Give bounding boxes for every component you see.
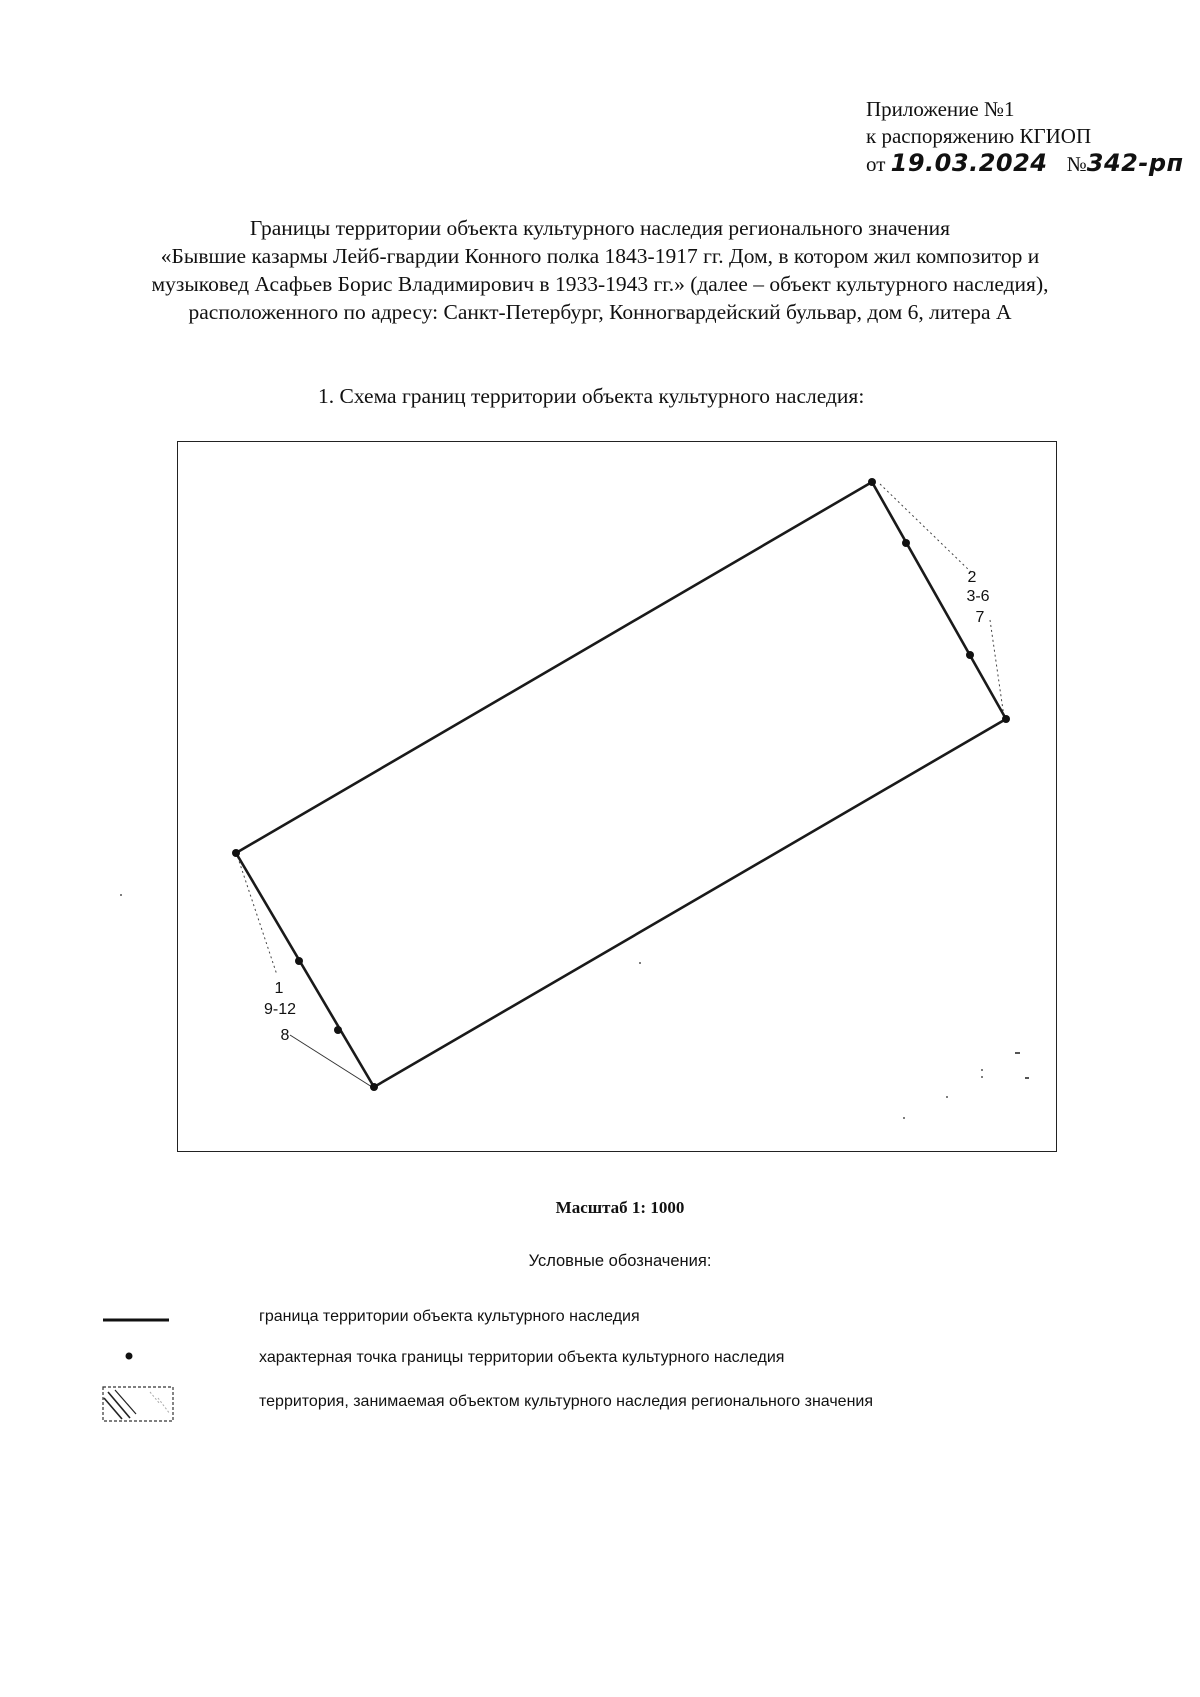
solid-line-icon	[100, 1299, 180, 1339]
handwritten-number: 342-рп	[1086, 149, 1184, 177]
legend-label-boundary-point: характерная точка границы территории объекта культурного наследия	[259, 1349, 785, 1366]
title-line-3: музыковед Асафьев Борис Владимирович в 1933-1943 гг.» (далее – объект культурного наследия),	[151, 272, 1049, 296]
boundary-point-7	[1002, 715, 1010, 723]
legend-item-boundary-point	[100, 1340, 1140, 1380]
boundary-point-8	[370, 1083, 378, 1091]
title-line-2: «Бывшие казармы Лейб-гвардии Конного полка 1843-1917 гг. Дом, в котором жил композитор и	[160, 244, 1040, 268]
legend-label-boundary-line: граница территории объекта культурного наследия	[259, 1308, 640, 1325]
appendix-line-2: к распоряжению КГИОП	[866, 124, 1092, 148]
legend-item-boundary-line	[100, 1299, 1140, 1339]
title-line-1: Границы территории объекта культурного наследия регионального значения	[249, 216, 951, 240]
boundary-point-9-12	[334, 1026, 342, 1034]
date-prefix: от	[866, 152, 886, 176]
legend-title: Условные обозначения:	[528, 1252, 712, 1270]
title-line-4: расположенного по адресу: Санкт-Петербург, Конногвардейский бульвар, дом 6, литера А	[188, 300, 1012, 324]
leader-lines	[236, 484, 1004, 975]
territory-boundary	[236, 482, 1006, 1087]
point-label-2: 2	[967, 569, 977, 586]
boundary-point-2	[868, 478, 876, 486]
handwritten-date: 19.03.2024	[890, 149, 1048, 177]
point-label-9-12: 9-12	[263, 1001, 297, 1018]
point-label-8: 8	[280, 1027, 290, 1044]
leader-line-2	[880, 484, 972, 573]
boundary-point-3-6	[902, 539, 910, 547]
legend-item-territory-area	[100, 1384, 1140, 1424]
number-prefix: №	[1066, 152, 1087, 176]
hatched-area-icon	[100, 1384, 180, 1424]
point-label-1: 1	[274, 980, 284, 997]
appendix-line-1: Приложение №1	[866, 97, 1015, 121]
section-heading: 1. Схема границ территории объекта культурного наследия:	[318, 384, 865, 408]
boundary-point-1	[232, 849, 240, 857]
point-label-3-6: 3-6	[966, 588, 990, 605]
scan-artifacts	[120, 894, 1029, 1119]
point-label-7: 7	[975, 609, 985, 626]
map-scale: Масштаб 1: 1000	[555, 1198, 685, 1217]
boundary-point-mid	[295, 957, 303, 965]
point-icon	[100, 1340, 180, 1380]
boundary-point-7-upper	[966, 651, 974, 659]
legend-label-territory-area: территория, занимаемая объектом культурного наследия регионального значения	[259, 1393, 873, 1410]
